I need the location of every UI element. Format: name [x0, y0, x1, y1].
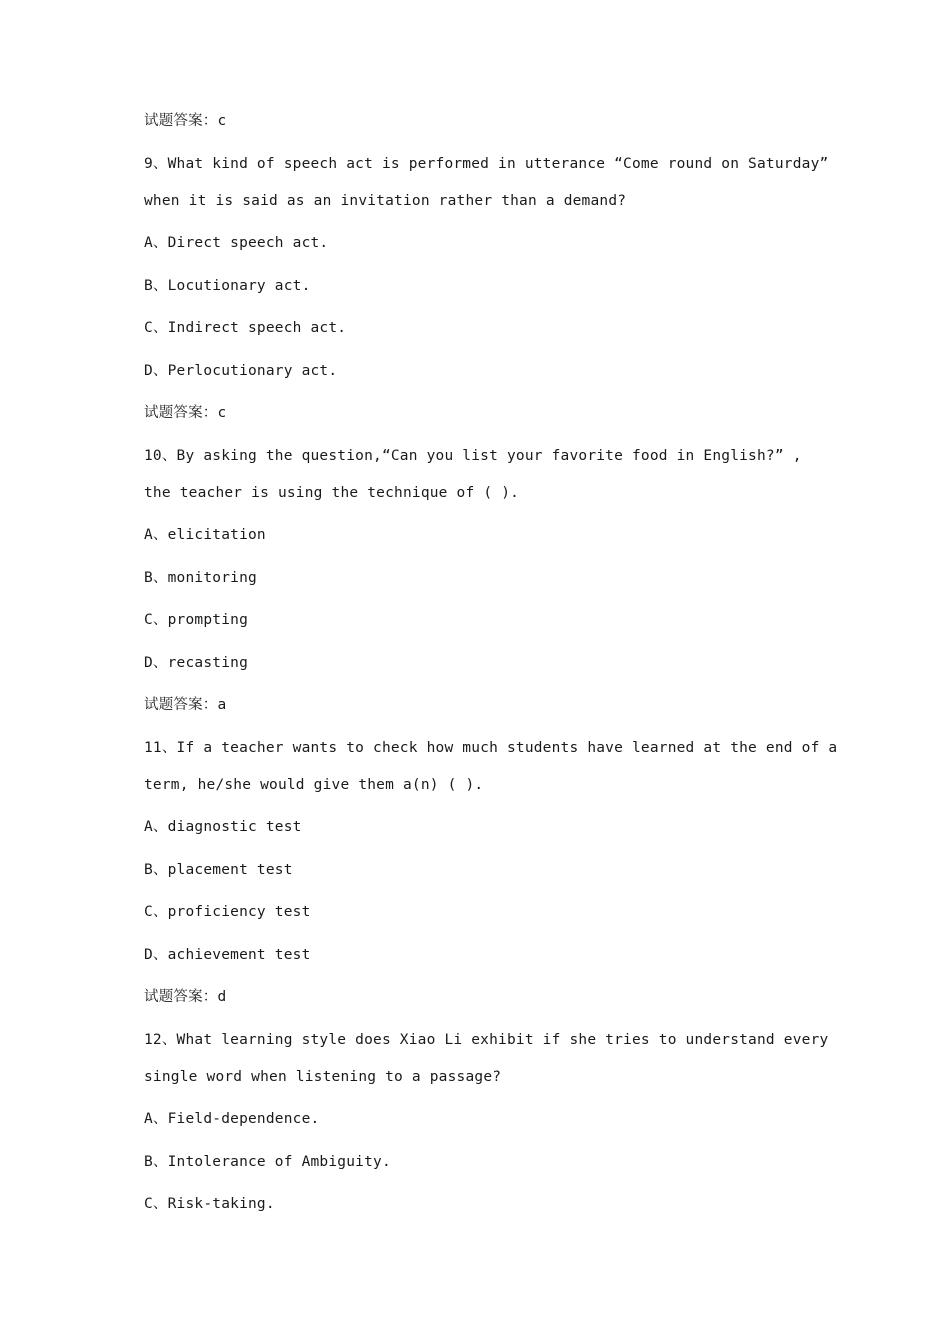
question-12-line-2: single word when listening to a passage?	[144, 1068, 502, 1085]
answer-line: 试题答案：d	[144, 989, 227, 1005]
question-11-line-2: term, he/she would give them a(n) ( ).	[144, 776, 484, 793]
option-line: C、Indirect speech act.	[144, 320, 347, 336]
option-line: B、monitoring	[144, 569, 257, 586]
document-page	[144, 112, 838, 1238]
option-line: B、Locutionary act.	[144, 277, 311, 294]
question-10-line-1: 10、By asking the question,“Can you list your favorite food in English?” ,	[144, 447, 802, 464]
option-line: D、recasting	[144, 654, 248, 671]
option-line: D、Perlocutionary act.	[144, 362, 338, 379]
question-12-line-1: 12、What learning style does Xiao Li exhibit if she tries to understand every	[144, 1031, 829, 1048]
option-line: C、Risk-taking.	[144, 1196, 275, 1212]
option-line: B、placement test	[144, 861, 293, 878]
option-line: B、Intolerance of Ambiguity.	[144, 1153, 391, 1170]
question-9-line-2: when it is said as an invitation rather than a demand?	[144, 192, 627, 209]
question-11-line-1: 11、If a teacher wants to check how much students have learned at the end of a	[144, 739, 838, 756]
answer-line: 试题答案：c	[144, 405, 227, 421]
option-line: C、prompting	[144, 612, 248, 628]
answer-line: 试题答案：c	[144, 113, 227, 129]
option-line: A、Direct speech act.	[144, 235, 329, 251]
question-10-line-2: the teacher is using the technique of ( ).	[144, 484, 520, 501]
option-line: C、proficiency test	[144, 904, 311, 920]
option-line: D、achievement test	[144, 946, 311, 963]
option-line: A、elicitation	[144, 527, 266, 543]
option-line: A、diagnostic test	[144, 819, 302, 835]
question-9-line-1: 9、What kind of speech act is performed in utterance “Come round on Saturday”	[144, 155, 829, 172]
option-line: A、Field-dependence.	[144, 1111, 320, 1127]
answer-line: 试题答案：a	[144, 697, 227, 713]
